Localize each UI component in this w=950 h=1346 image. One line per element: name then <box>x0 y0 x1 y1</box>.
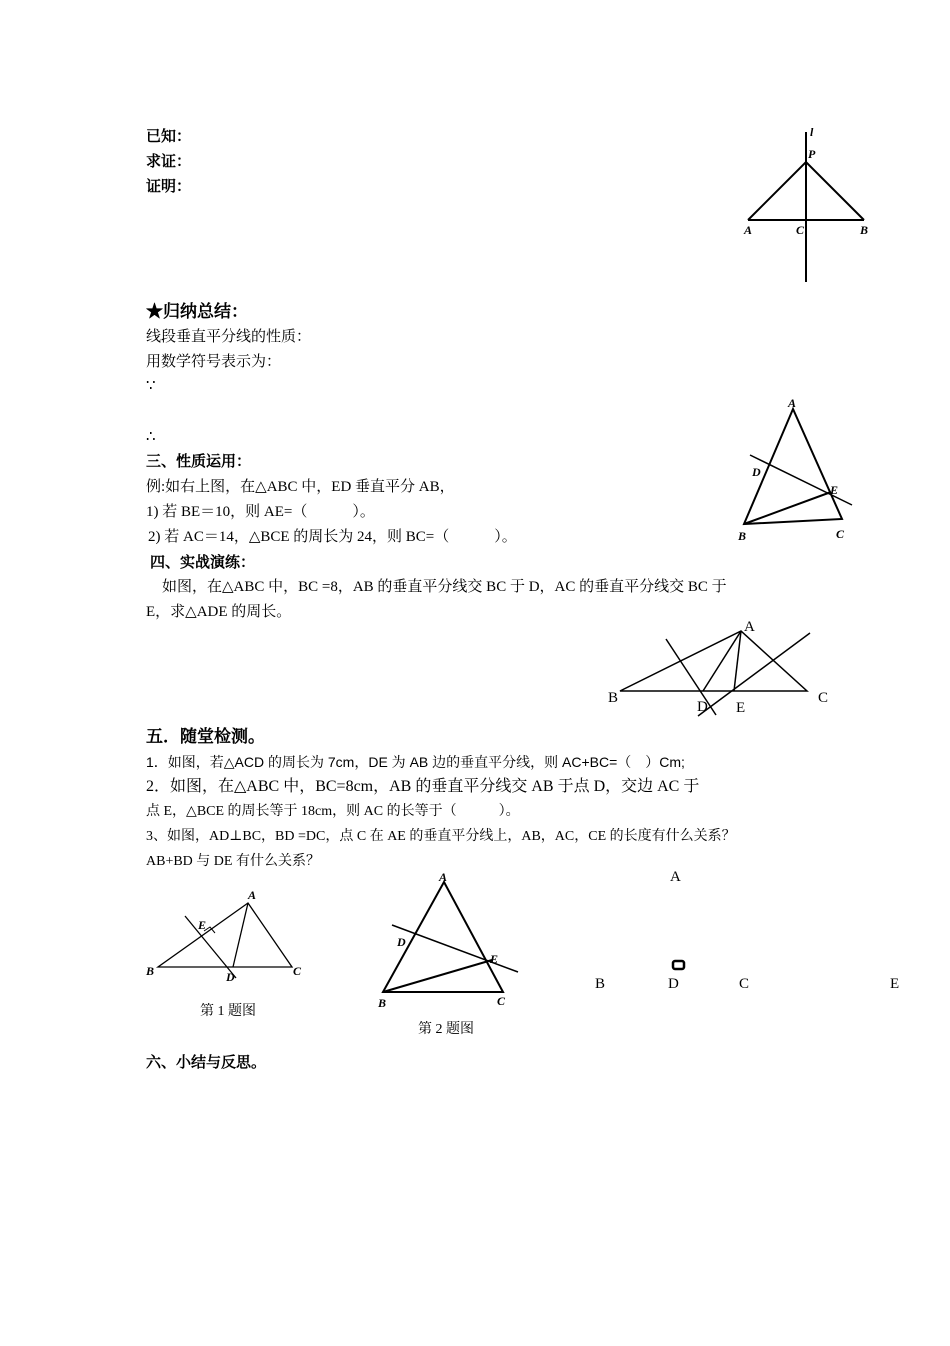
label-B: B <box>595 976 606 992</box>
label-A: A <box>744 223 753 237</box>
label-D: D <box>752 465 761 479</box>
label-E: E <box>736 700 746 716</box>
label-E: E <box>830 483 839 497</box>
section3-q2: 2) 若 AC＝14，△BCE 的周长为 24，则 BC=（ ）。 <box>148 529 517 545</box>
label-A: A <box>788 396 797 410</box>
section3-title: 三、性质运用： <box>146 454 252 470</box>
label-D: D <box>226 970 235 984</box>
section5-q2-line1: 2．如图，在△ABC 中，BC=8cm，AB 的垂直平分线交 AB 于点 D，交边 AC 于 <box>146 778 700 795</box>
label-B: B <box>738 529 747 543</box>
section5-q3-line2: AB+BD 与 DE 有什么关系？ <box>146 854 320 869</box>
label-D: D <box>397 935 406 949</box>
label-E: E <box>890 976 900 992</box>
label-B: B <box>608 690 619 706</box>
section4-line2: E，求△ADE 的周长。 <box>146 604 292 620</box>
because-symbol: ∵ <box>146 378 156 394</box>
caption-question-1: 第 1 题图 <box>200 1004 256 1019</box>
label-A: A <box>670 869 681 885</box>
label-E: E <box>490 952 499 966</box>
label-A: A <box>248 888 257 902</box>
section3-example: 例:如右上图，在△ABC 中，ED 垂直平分 AB， <box>146 479 455 495</box>
section5-q3-line1: 3、如图，AD⊥BC，BD =DC，点 C 在 AE 的垂直平分线上，AB，AC，CE 的长度有什么关系？ <box>146 829 736 844</box>
figure-triangle-ed <box>730 395 860 545</box>
section4-line1: 如图，在△ABC 中，BC =8，AB 的垂直平分线交 BC 于 D，AC 的垂直平分线交 BC 于 <box>162 579 727 595</box>
figure-question-2 <box>370 868 530 1013</box>
label-D: D <box>697 699 708 715</box>
label-E: E <box>198 918 207 932</box>
caption-question-2: 第 2 题图 <box>418 1022 474 1037</box>
summary-property: 线段垂直平分线的性质： <box>146 329 312 345</box>
section5-q1: 1．如图，若△ACD 的周长为 7cm，DE 为 AB 边的垂直平分线，则 AC+BC=（ ）Cm; <box>146 754 685 770</box>
section3-q1: 1) 若 BE＝10，则 AE=（ ）。 <box>146 504 375 520</box>
section4-title: 四、实战演练： <box>150 555 256 571</box>
figure-two-bisectors <box>600 615 840 720</box>
prove-label: 求证： <box>146 154 192 170</box>
therefore-symbol: ∴ <box>146 429 156 445</box>
label-B: B <box>860 223 869 237</box>
label-C: C <box>497 994 506 1008</box>
label-A: A <box>439 870 448 884</box>
figure-question-1 <box>140 885 310 985</box>
right-angle-mark <box>673 961 684 969</box>
section5-title: 五．随堂检测。 <box>146 727 265 746</box>
label-B: B <box>146 964 155 978</box>
label-C: C <box>818 690 829 706</box>
summary-title: ★归纳总结： <box>146 302 248 321</box>
given-label: 已知： <box>146 129 192 145</box>
label-B: B <box>378 996 387 1010</box>
label-l: l <box>810 125 814 139</box>
proof-label: 证明： <box>146 179 192 195</box>
label-D: D <box>668 976 679 992</box>
label-C: C <box>739 976 750 992</box>
figure-question-3 <box>590 860 910 1000</box>
label-A: A <box>744 619 755 635</box>
summary-symbolic: 用数学符号表示为： <box>146 354 282 370</box>
label-C: C <box>293 964 302 978</box>
label-C: C <box>836 527 845 541</box>
label-P: P <box>808 147 816 161</box>
section5-q2-line2: 点 E，△BCE 的周长等于 18cm，则 AC 的长等于（ ）。 <box>146 804 520 819</box>
section6-title: 六、小结与反思。 <box>146 1055 267 1071</box>
label-C: C <box>796 223 805 237</box>
figure-perpendicular-bisector <box>740 120 880 290</box>
